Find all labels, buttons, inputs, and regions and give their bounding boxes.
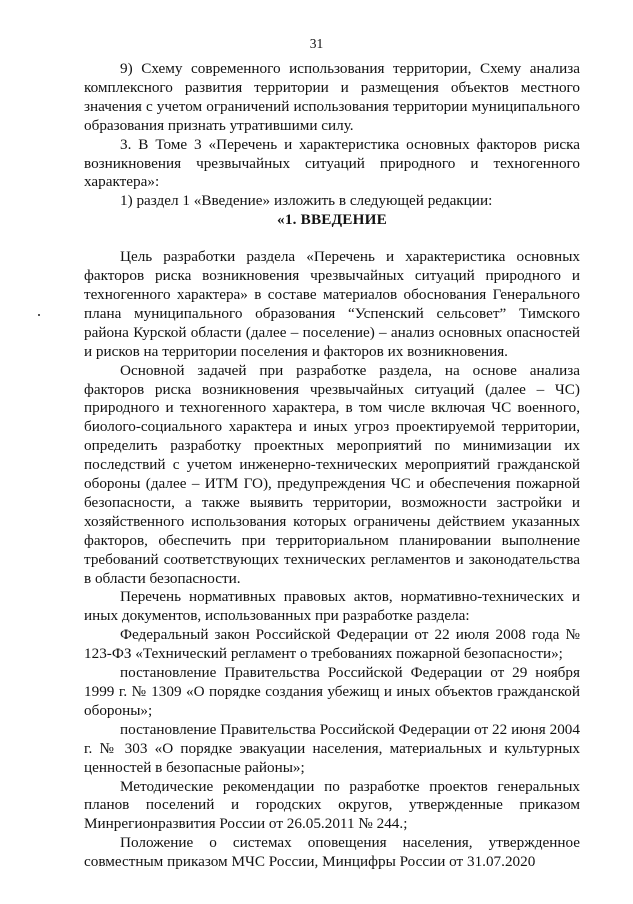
paragraph-item-9: 9) Схему современного использования территории, Схему анализа комплексного развития территории и размещения объектов местного значения с учетом ограничений использования территории муниципального образования признать утратившими силу. [84, 60, 580, 134]
list-item-decree-303: постановление Правительства Российской Федерации от 22 июня 2004 г. № 303 «О порядке эвакуации населения, материальных и культурных ценностей в безопасные районы»; [84, 720, 580, 776]
page-number: 31 [309, 36, 324, 51]
paragraph-main-task: Основной задачей при разработке раздела, на основе анализа факторов риска возникновения чрезвычайных ситуаций (далее – ЧС) природного и техногенного характера, в том числе включая ЧС военного, биолого-социального характера и иных угроз проектируемой территории, определить разработку проектных мероприятий по минимизации их последствий с учетом инженерно-технических мероприятий гражданской обороны (далее – ИТМ ГО), предупреждения ЧС и обеспечения пожарной безопасности, а также выявить территории, возможности застройки и хозяйственного использования которых ограничены действием указанных факторов, обеспечить при территориальном планировании выполнение требований соответствующих технических регламентов и законодательства в области безопасности. [84, 361, 580, 587]
list-item-decree-1309: постановление Правительства Российской Федерации от 29 ноября 1999 г. № 1309 «О порядке создания убежищ и иных объектов гражданской обороны»; [84, 664, 580, 719]
section-heading: «1. ВВЕДЕНИЕ [277, 211, 387, 229]
list-item-warning-systems: Положение о системах оповещения населения, утвержденное совместным приказом МЧС России, Минцифры России от 31.07.2020 [84, 834, 580, 871]
paragraph-volume-3: 3. В Томе 3 «Перечень и характеристика основных факторов риска возникновения чрезвычайных ситуаций природного и техногенного характера»: [84, 135, 580, 191]
document-body [84, 60, 580, 872]
list-item-method-recommendations: Методические рекомендации по разработке проектов генеральных планов поселений и городских округов, утвержденные приказом Минрегионразвития России от 26.05.2011 № 244.; [84, 777, 580, 833]
list-item-federal-law: Федеральный закон Российской Федерации от 22 июля 2008 года № 123-ФЗ «Технический регламент о требованиях пожарной безопасности»; [84, 626, 580, 663]
paragraph-section-1: 1) раздел 1 «Введение» изложить в следующей редакции: [120, 192, 493, 210]
margin-mark [38, 314, 40, 316]
paragraph-docs-list-intro: Перечень нормативных правовых актов, нормативно-технических и иных документов, использованных при разработке раздела: [84, 588, 580, 625]
paragraph-purpose: Цель разработки раздела «Перечень и характеристика основных факторов риска возникновения чрезвычайных ситуаций природного и техногенного характера» в составе материалов обоснования Генерального плана муниципального образования “Успенский сельсовет” Тимского района Курской области (далее – поселение) – анализ основных опасностей и рисков на территории поселения и факторов их возникновения. [84, 248, 580, 360]
